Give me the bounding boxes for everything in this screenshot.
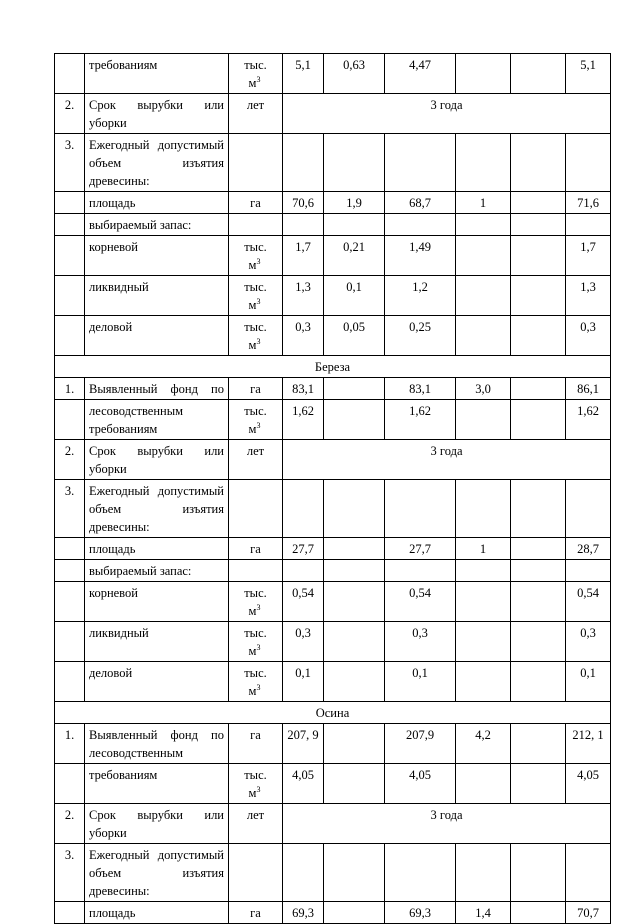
value-cell-c6: 1,7 [566, 236, 611, 276]
row-label: ликвидный [85, 276, 229, 316]
value-cell-c1: 0,3 [283, 316, 324, 356]
value-cell-c6 [566, 480, 611, 538]
value-cell-c3: 0,3 [385, 622, 456, 662]
value-cell-c2 [324, 538, 385, 560]
value-cell-c5 [511, 400, 566, 440]
value-cell-c4 [456, 400, 511, 440]
value-cell-c6: 0,54 [566, 582, 611, 622]
value-cell-c2 [324, 378, 385, 400]
value-cell-c1 [283, 560, 324, 582]
unit-prefix: тыс. [244, 586, 267, 600]
unit-letter: м [248, 298, 257, 312]
unit-prefix: тыс. [244, 404, 267, 418]
value-cell-c3: 1,62 [385, 400, 456, 440]
value-cell-c4 [456, 480, 511, 538]
table-row [55, 662, 611, 702]
table-body [55, 54, 611, 924]
row-number: 2. [55, 804, 85, 844]
table-row [55, 192, 611, 214]
row-label: площадь [85, 538, 229, 560]
value-cell-c2 [324, 622, 385, 662]
row-label: Срок вырубки или уборки [85, 440, 229, 480]
row-label: Выявленный фонд по лесоводственным [85, 724, 229, 764]
value-cell-c6: 1,3 [566, 276, 611, 316]
value-cell-c4: 1,4 [456, 902, 511, 924]
row-number [55, 214, 85, 236]
value-cell-c3: 83,1 [385, 378, 456, 400]
value-cell-c4 [456, 316, 511, 356]
value-cell-c2 [324, 764, 385, 804]
row-number [55, 236, 85, 276]
unit-letter: м [248, 684, 257, 698]
table-row [55, 538, 611, 560]
unit-cell [229, 662, 283, 702]
unit-cell [229, 214, 283, 236]
table-row [55, 804, 611, 844]
unit-cell [229, 844, 283, 902]
value-cell-c1: 69,3 [283, 902, 324, 924]
unit-cell: га [229, 724, 283, 764]
value-cell-c3: 4,05 [385, 764, 456, 804]
unit-letter: м [248, 338, 257, 352]
value-cell-c3: 0,1 [385, 662, 456, 702]
value-cell-c5 [511, 54, 566, 94]
unit-cell: га [229, 538, 283, 560]
unit-cell [229, 764, 283, 804]
value-cell-c1: 27,7 [283, 538, 324, 560]
unit-prefix: тыс. [244, 666, 267, 680]
value-cell-c3: 4,47 [385, 54, 456, 94]
row-number: 3. [55, 844, 85, 902]
row-number [55, 560, 85, 582]
value-cell-c1 [283, 844, 324, 902]
value-cell-c1 [283, 480, 324, 538]
row-number: 1. [55, 378, 85, 400]
value-cell-c6: 0,3 [566, 316, 611, 356]
value-cell-c1: 0,3 [283, 622, 324, 662]
row-label: Выявленный фонд по [85, 378, 229, 400]
table-row [55, 622, 611, 662]
value-cell-c5 [511, 192, 566, 214]
value-cell-c4: 4,2 [456, 724, 511, 764]
value-cell-c5 [511, 560, 566, 582]
value-cell-c2: 0,21 [324, 236, 385, 276]
unit-exponent: 3 [256, 421, 261, 430]
value-cell-c5 [511, 662, 566, 702]
value-cell-c6 [566, 214, 611, 236]
table-row [55, 560, 611, 582]
section-header-row [55, 702, 611, 724]
value-cell-c1: 1,62 [283, 400, 324, 440]
unit-base [233, 784, 278, 802]
value-cell-c5 [511, 480, 566, 538]
unit-base [233, 74, 278, 92]
value-cell-c4 [456, 134, 511, 192]
value-cell-c6: 70,7 [566, 902, 611, 924]
row-label: требованиям [85, 54, 229, 94]
value-cell-c1: 4,05 [283, 764, 324, 804]
row-label: деловой [85, 316, 229, 356]
unit-base [233, 336, 278, 354]
unit-prefix: тыс. [244, 320, 267, 334]
value-cell-c6 [566, 844, 611, 902]
row-label: Ежегодный допустимый объем изъятия древесины: [85, 844, 229, 902]
value-cell-c1: 0,1 [283, 662, 324, 702]
value-cell-c5 [511, 622, 566, 662]
table-row [55, 134, 611, 192]
row-label: лесоводственным требованиям [85, 400, 229, 440]
value-cell-c4 [456, 582, 511, 622]
table-row [55, 844, 611, 902]
table-row [55, 236, 611, 276]
section-header-row [55, 356, 611, 378]
value-cell-c2: 0,63 [324, 54, 385, 94]
unit-exponent: 3 [256, 337, 261, 346]
unit-cell [229, 134, 283, 192]
unit-prefix: тыс. [244, 768, 267, 782]
unit-cell: га [229, 902, 283, 924]
value-cell-c2 [324, 724, 385, 764]
value-cell-c4 [456, 560, 511, 582]
row-number [55, 400, 85, 440]
table-row [55, 94, 611, 134]
value-cell-c5 [511, 378, 566, 400]
unit-cell: лет [229, 440, 283, 480]
unit-cell [229, 480, 283, 538]
row-label: ликвидный [85, 622, 229, 662]
unit-cell [229, 276, 283, 316]
unit-cell [229, 236, 283, 276]
value-cell-c2 [324, 560, 385, 582]
row-number: 3. [55, 480, 85, 538]
value-cell-c6: 86,1 [566, 378, 611, 400]
value-cell-c3: 1,49 [385, 236, 456, 276]
unit-prefix: тыс. [244, 240, 267, 254]
row-label: выбираемый запас: [85, 214, 229, 236]
row-number [55, 316, 85, 356]
row-number: 2. [55, 440, 85, 480]
unit-cell [229, 54, 283, 94]
value-cell-c3: 69,3 [385, 902, 456, 924]
unit-cell [229, 400, 283, 440]
value-cell-c6: 1,62 [566, 400, 611, 440]
unit-cell [229, 560, 283, 582]
unit-exponent: 3 [256, 785, 261, 794]
value-cell-c5 [511, 538, 566, 560]
value-cell-c5 [511, 134, 566, 192]
unit-cell [229, 582, 283, 622]
value-cell-c2 [324, 662, 385, 702]
unit-cell: га [229, 378, 283, 400]
value-cell-c4 [456, 764, 511, 804]
unit-exponent: 3 [256, 257, 261, 266]
value-cell-c3: 27,7 [385, 538, 456, 560]
table-row [55, 582, 611, 622]
unit-base [233, 256, 278, 274]
unit-cell: лет [229, 94, 283, 134]
value-cell-c3: 207,9 [385, 724, 456, 764]
unit-letter: м [248, 258, 257, 272]
row-number [55, 582, 85, 622]
row-label: деловой [85, 662, 229, 702]
value-cell-c4 [456, 54, 511, 94]
unit-exponent: 3 [256, 297, 261, 306]
table-row [55, 276, 611, 316]
unit-base [233, 296, 278, 314]
value-cell-c2 [324, 134, 385, 192]
value-cell-c3: 1,2 [385, 276, 456, 316]
value-cell-c5 [511, 764, 566, 804]
value-cell-c1: 83,1 [283, 378, 324, 400]
value-cell-c6: 28,7 [566, 538, 611, 560]
row-number [55, 764, 85, 804]
table-row [55, 440, 611, 480]
merged-value: 3 года [283, 94, 611, 134]
value-cell-c3: 68,7 [385, 192, 456, 214]
section-title: Береза [55, 356, 611, 378]
unit-letter: м [248, 604, 257, 618]
value-cell-c4 [456, 276, 511, 316]
value-cell-c2: 0,1 [324, 276, 385, 316]
value-cell-c1: 0,54 [283, 582, 324, 622]
unit-cell [229, 316, 283, 356]
row-label: Ежегодный допустимый объем изъятия древесины: [85, 480, 229, 538]
row-number [55, 192, 85, 214]
merged-value: 3 года [283, 440, 611, 480]
value-cell-c6: 0,1 [566, 662, 611, 702]
value-cell-c4 [456, 236, 511, 276]
value-cell-c6: 212, 1 [566, 724, 611, 764]
value-cell-c2 [324, 400, 385, 440]
value-cell-c2 [324, 582, 385, 622]
value-cell-c4 [456, 844, 511, 902]
value-cell-c1 [283, 214, 324, 236]
value-cell-c5 [511, 214, 566, 236]
table-row [55, 378, 611, 400]
unit-exponent: 3 [256, 603, 261, 612]
row-number [55, 662, 85, 702]
unit-exponent: 3 [256, 643, 261, 652]
table-row [55, 480, 611, 538]
unit-letter: м [248, 76, 257, 90]
unit-prefix: тыс. [244, 280, 267, 294]
unit-exponent: 3 [256, 75, 261, 84]
unit-prefix: тыс. [244, 58, 267, 72]
table-row [55, 400, 611, 440]
unit-exponent: 3 [256, 683, 261, 692]
value-cell-c6: 4,05 [566, 764, 611, 804]
forest-fund-table [54, 53, 611, 924]
row-number [55, 276, 85, 316]
value-cell-c3 [385, 480, 456, 538]
value-cell-c6 [566, 134, 611, 192]
value-cell-c3 [385, 560, 456, 582]
value-cell-c4: 1 [456, 192, 511, 214]
value-cell-c6: 5,1 [566, 54, 611, 94]
section-title: Осина [55, 702, 611, 724]
value-cell-c6: 0,3 [566, 622, 611, 662]
row-number [55, 54, 85, 94]
value-cell-c5 [511, 724, 566, 764]
table-row [55, 214, 611, 236]
unit-base [233, 602, 278, 620]
value-cell-c1: 5,1 [283, 54, 324, 94]
table-row [55, 316, 611, 356]
row-label: Ежегодный допустимый объем изъятия древесины: [85, 134, 229, 192]
row-label: площадь [85, 902, 229, 924]
unit-cell: лет [229, 804, 283, 844]
table-row [55, 724, 611, 764]
merged-value: 3 года [283, 804, 611, 844]
row-label: выбираемый запас: [85, 560, 229, 582]
value-cell-c1: 207, 9 [283, 724, 324, 764]
value-cell-c3: 0,54 [385, 582, 456, 622]
value-cell-c3: 0,25 [385, 316, 456, 356]
value-cell-c3 [385, 214, 456, 236]
value-cell-c2: 0,05 [324, 316, 385, 356]
value-cell-c2: 1,9 [324, 192, 385, 214]
table-row [55, 764, 611, 804]
value-cell-c4: 1 [456, 538, 511, 560]
value-cell-c5 [511, 276, 566, 316]
unit-cell: га [229, 192, 283, 214]
unit-prefix: тыс. [244, 626, 267, 640]
row-number: 2. [55, 94, 85, 134]
value-cell-c1: 1,3 [283, 276, 324, 316]
row-number [55, 622, 85, 662]
value-cell-c4 [456, 662, 511, 702]
row-label: корневой [85, 236, 229, 276]
value-cell-c4 [456, 214, 511, 236]
unit-base [233, 642, 278, 660]
value-cell-c1: 1,7 [283, 236, 324, 276]
row-label: требованиям [85, 764, 229, 804]
value-cell-c3 [385, 844, 456, 902]
value-cell-c6 [566, 560, 611, 582]
unit-base [233, 420, 278, 438]
row-number: 3. [55, 134, 85, 192]
value-cell-c5 [511, 316, 566, 356]
row-label: корневой [85, 582, 229, 622]
unit-letter: м [248, 422, 257, 436]
value-cell-c5 [511, 844, 566, 902]
row-number [55, 538, 85, 560]
value-cell-c1 [283, 134, 324, 192]
value-cell-c2 [324, 844, 385, 902]
value-cell-c4: 3,0 [456, 378, 511, 400]
unit-base [233, 682, 278, 700]
unit-cell [229, 622, 283, 662]
row-label: Срок вырубки или уборки [85, 804, 229, 844]
value-cell-c5 [511, 236, 566, 276]
value-cell-c3 [385, 134, 456, 192]
table-row [55, 54, 611, 94]
row-number: 1. [55, 724, 85, 764]
value-cell-c2 [324, 480, 385, 538]
value-cell-c1: 70,6 [283, 192, 324, 214]
value-cell-c2 [324, 214, 385, 236]
row-label: площадь [85, 192, 229, 214]
unit-letter: м [248, 644, 257, 658]
value-cell-c4 [456, 622, 511, 662]
unit-letter: м [248, 786, 257, 800]
value-cell-c6: 71,6 [566, 192, 611, 214]
value-cell-c5 [511, 582, 566, 622]
row-label: Срок вырубки или уборки [85, 94, 229, 134]
